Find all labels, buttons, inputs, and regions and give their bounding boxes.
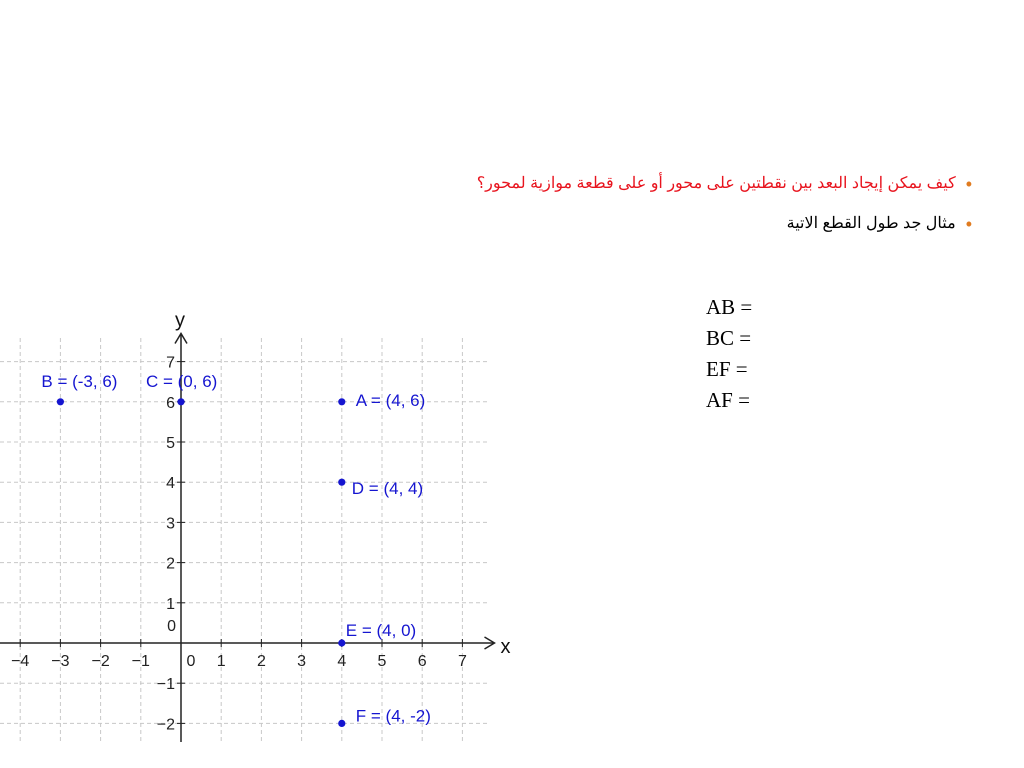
point-label-a: A = (4, 6) — [355, 390, 426, 410]
point-e — [338, 639, 345, 646]
point-a — [338, 398, 345, 405]
x-tick-label: 7 — [457, 653, 467, 670]
point-label-f: F = (4, -2) — [355, 706, 431, 726]
x-tick-label: 0 — [186, 653, 196, 670]
question-bullet — [272, 174, 972, 194]
bullet-dot-icon: • — [965, 174, 972, 194]
bullet-list — [272, 174, 972, 254]
segment-af: AF = — [706, 388, 750, 412]
example-bullet — [272, 214, 972, 234]
y-tick-label: 4 — [166, 475, 175, 493]
point-label-d: D = (4, 4) — [351, 479, 424, 499]
y-tick-label: 0 — [167, 618, 176, 635]
segment-ef: EF = — [706, 357, 748, 381]
y-tick-label: 5 — [166, 435, 175, 452]
x-tick-label: −1 — [131, 653, 150, 670]
x-tick-label: 5 — [377, 653, 387, 670]
y-tick-label: 6 — [166, 394, 175, 412]
y-axis-label: y — [175, 309, 185, 332]
example-text: مثال جد طول القطع الاتية — [786, 215, 956, 232]
point-label-e: E = (4, 0) — [345, 621, 417, 640]
coordinate-plane — [0, 290, 530, 768]
x-tick-label: −3 — [51, 653, 70, 670]
x-tick-label: 3 — [297, 653, 307, 670]
y-tick-label: 3 — [166, 515, 175, 533]
point-f — [338, 720, 345, 727]
point-d — [338, 479, 345, 486]
segment-list — [706, 292, 752, 416]
point-label-c: C = (0, 6) — [146, 371, 218, 391]
segment-ab: AB = — [706, 295, 753, 319]
bullet-dot-icon: • — [965, 214, 972, 234]
point-label-b: B = (-3, 6) — [41, 371, 118, 391]
x-tick-label: 6 — [417, 653, 427, 670]
x-tick-label: 2 — [256, 653, 266, 670]
y-tick-label: 2 — [166, 555, 175, 573]
x-tick-label: −2 — [91, 653, 110, 670]
y-tick-label: −2 — [156, 716, 175, 734]
question-text: كيف يمكن إيجاد البعد بين نقطتين على محور أو على قطعة موازية لمحور؟ — [476, 175, 956, 192]
point-c — [177, 398, 184, 405]
y-tick-label: 1 — [166, 595, 175, 613]
x-axis-label: x — [500, 636, 511, 658]
y-tick-label: −1 — [156, 676, 175, 694]
point-b — [57, 398, 64, 405]
x-tick-label: −4 — [11, 653, 30, 670]
segment-bc: BC = — [706, 326, 752, 350]
x-tick-label: 4 — [337, 653, 347, 670]
y-tick-label: 7 — [166, 354, 175, 372]
x-tick-label: 1 — [216, 653, 226, 670]
